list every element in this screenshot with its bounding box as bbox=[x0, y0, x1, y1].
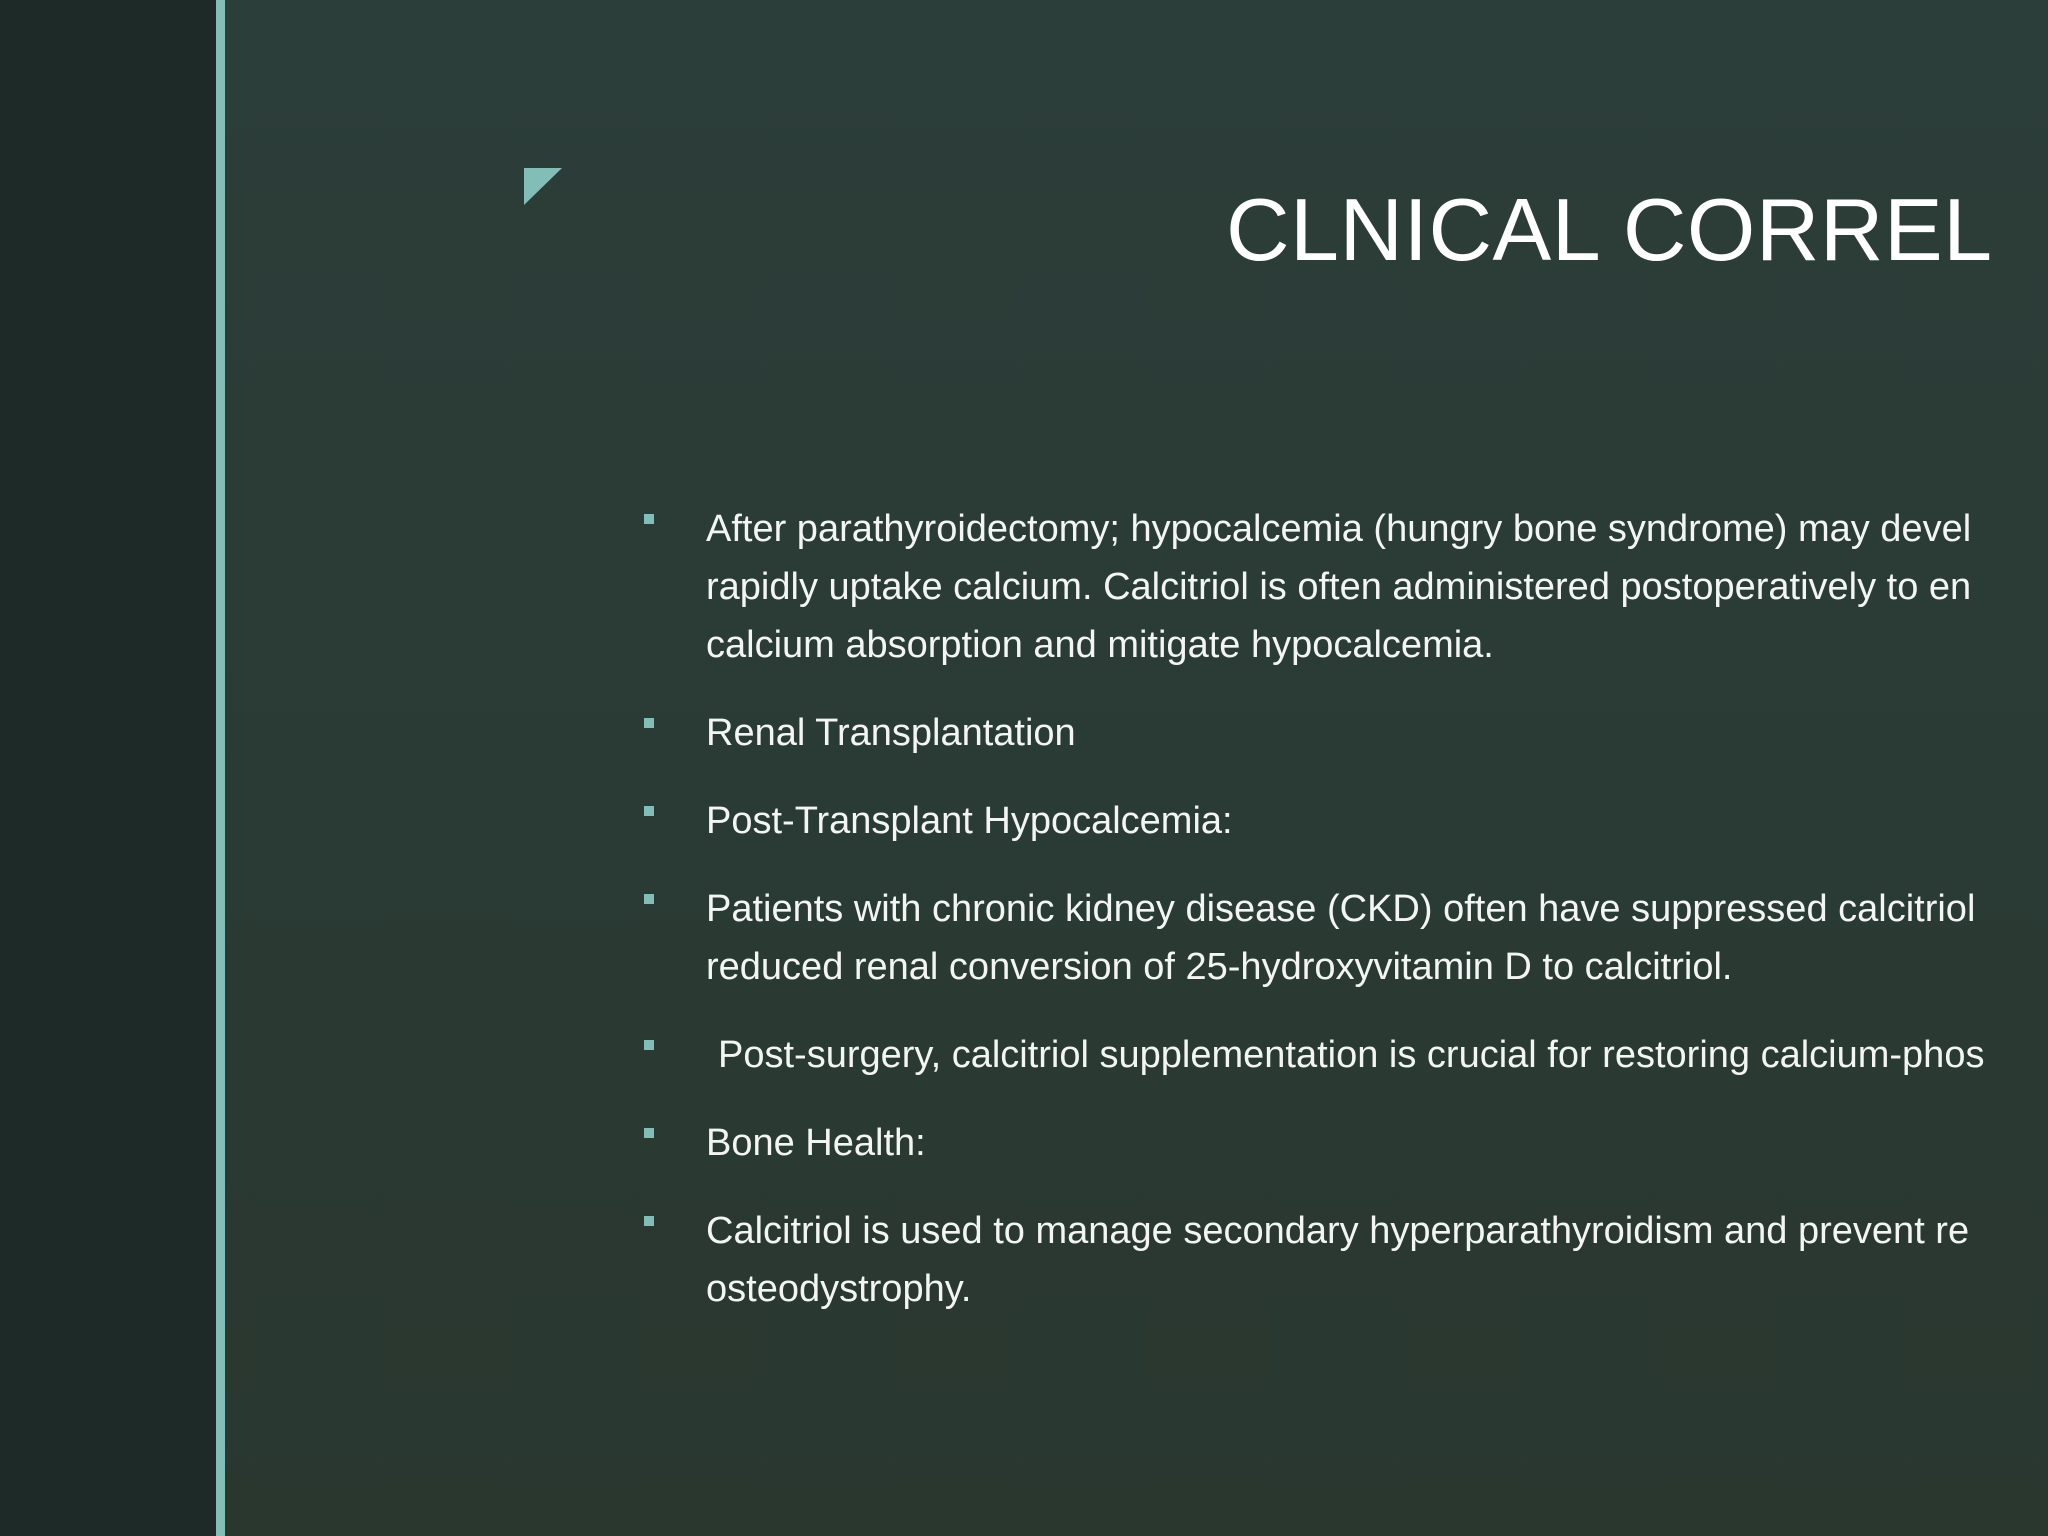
accent-divider-bar bbox=[216, 0, 225, 1536]
bullet-item bbox=[640, 1026, 2020, 1084]
bullet-line: Calcitriol is used to manage secondary hyperparathyroidism and prevent re bbox=[706, 1210, 1970, 1252]
square-bullet-icon bbox=[644, 718, 654, 728]
square-bullet-icon bbox=[644, 1216, 654, 1226]
square-bullet-icon bbox=[644, 1040, 654, 1050]
bullet-list bbox=[640, 500, 2020, 1348]
bullet-item bbox=[640, 500, 2020, 674]
square-bullet-icon bbox=[644, 894, 654, 904]
slide-title: CLNICAL CORREL bbox=[1226, 180, 1993, 279]
bullet-item bbox=[640, 1114, 2020, 1172]
bullet-line: calcium absorption and mitigate hypocalcemia. bbox=[706, 624, 1494, 666]
bullet-item bbox=[640, 1202, 2020, 1318]
bullet-line: osteodystrophy. bbox=[706, 1268, 972, 1310]
bullet-line: After parathyroidectomy; hypocalcemia (hungry bone syndrome) may devel bbox=[706, 508, 1972, 550]
bullet-item bbox=[640, 704, 2020, 762]
left-sidebar-panel bbox=[0, 0, 216, 1536]
bullet-line: Renal Transplantation bbox=[706, 712, 1076, 754]
bullet-item bbox=[640, 792, 2020, 850]
bullet-line: Bone Health: bbox=[706, 1122, 926, 1164]
bullet-line: Post-surgery, calcitriol supplementation is crucial for restoring calcium-phos bbox=[718, 1034, 1985, 1076]
square-bullet-icon bbox=[644, 806, 654, 816]
bullet-line: rapidly uptake calcium. Calcitriol is often administered postoperatively to en bbox=[706, 566, 1972, 608]
bullet-line: Patients with chronic kidney disease (CKD) often have suppressed calcitriol bbox=[706, 888, 1976, 930]
bullet-item bbox=[640, 880, 2020, 996]
square-bullet-icon bbox=[644, 1128, 654, 1138]
corner-triangle-icon bbox=[524, 168, 562, 205]
square-bullet-icon bbox=[644, 514, 654, 524]
bullet-line: Post-Transplant Hypocalcemia: bbox=[706, 800, 1233, 842]
bullet-line: reduced renal conversion of 25-hydroxyvitamin D to calcitriol. bbox=[706, 946, 1733, 988]
